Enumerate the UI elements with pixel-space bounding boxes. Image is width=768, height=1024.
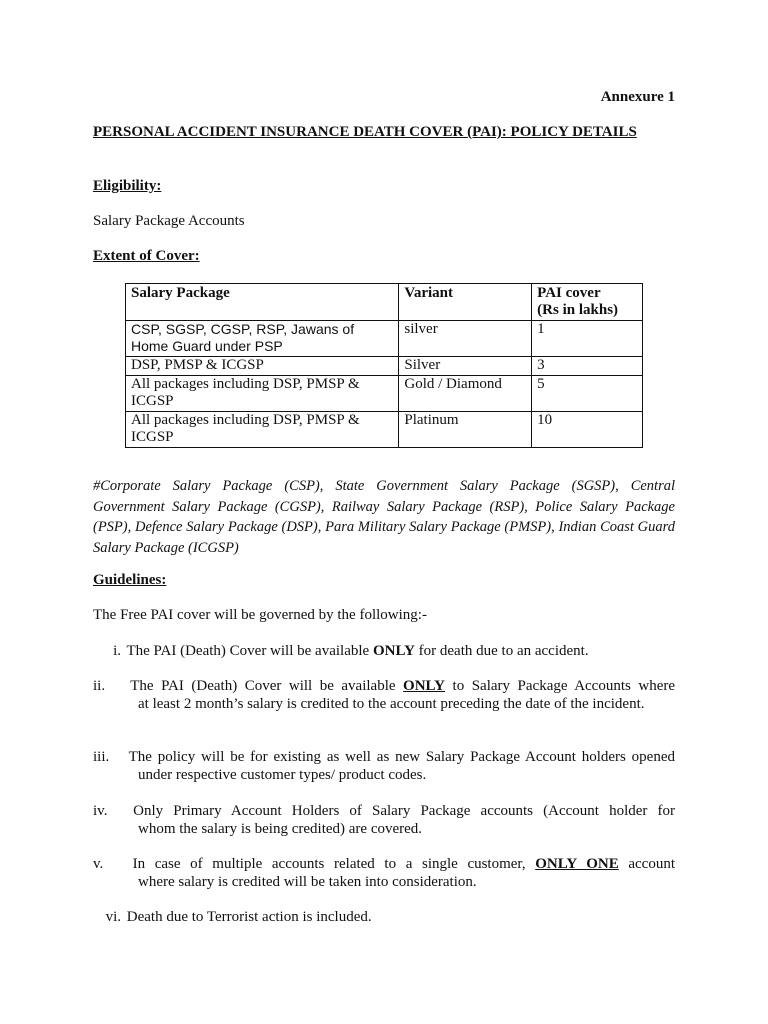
item-continuation: where salary is credited will be taken into consideration. — [138, 874, 477, 890]
table-row — [126, 412, 643, 448]
cell-package: DSP, PMSP & ICGSP — [126, 357, 399, 376]
abbreviation-footnote: #Corporate Salary Package (CSP), State Government Salary Package (SGSP), Central Government Salary Package (CGSP), Railway Salary Package (RSP), Police Salary Package (PSP), Defence Salary Package (DSP), Para Military Salary Package (PMSP), Indian Coast Guard Salary Package (ICGSP) — [93, 478, 675, 556]
table-header-row — [126, 284, 643, 321]
cell-cover: 10 — [532, 412, 643, 448]
header-pai-cover — [532, 284, 643, 321]
item-text: The PAI (Death) Cover will be available — [126, 643, 373, 659]
item-text: The policy will be for existing as well as new Salary Package Account holders opened — [128, 749, 675, 765]
item-continuation: whom the salary is being credited) are covered. — [138, 821, 423, 837]
table-row — [126, 321, 643, 357]
eligibility-text: Salary Package Accounts — [93, 213, 245, 229]
cell-variant: Platinum — [399, 412, 532, 448]
header-pai-cover-label: PAI cover — [537, 285, 601, 301]
cell-variant: Silver — [399, 357, 532, 376]
item-text-end: account — [618, 856, 675, 872]
item-continuation: at least 2 month’s salary is credited to the account preceding the date of the incident. — [138, 696, 645, 712]
item-text: Death due to Terrorist action is included. — [126, 909, 372, 925]
table-row — [126, 357, 643, 376]
item-emphasis: ONLY ONE — [535, 856, 619, 872]
guideline-item — [93, 908, 675, 926]
cell-cover: 3 — [532, 357, 643, 376]
item-emphasis: ONLY — [403, 678, 446, 694]
cell-package: CSP, SGSP, CGSP, RSP, Jawans of Home Guard under PSP — [126, 321, 399, 357]
item-continuation: under respective customer types/ product codes. — [138, 767, 427, 783]
eligibility-heading: Eligibility: — [93, 178, 162, 194]
cell-package: All packages including DSP, PMSP & ICGSP — [126, 376, 399, 412]
header-variant: Variant — [399, 284, 532, 321]
guideline-item — [93, 642, 675, 660]
guideline-item — [93, 677, 675, 713]
cell-variant: Gold / Diamond — [399, 376, 532, 412]
guidelines-heading: Guidelines: — [93, 572, 167, 588]
annexure-label: Annexure 1 — [600, 89, 675, 105]
item-number: ii. — [93, 678, 106, 694]
cell-package: All packages including DSP, PMSP & ICGSP — [126, 412, 399, 448]
item-number: vi. — [105, 909, 121, 925]
guidelines-intro: The Free PAI cover will be governed by the following:- — [93, 607, 427, 623]
item-number: iii. — [93, 749, 110, 765]
cover-table — [125, 283, 643, 448]
item-text-end: to Salary Package Accounts where — [445, 678, 676, 694]
item-number: iv. — [93, 803, 108, 819]
item-text: The PAI (Death) Cover will be available — [130, 678, 404, 694]
header-salary-package: Salary Package — [126, 284, 399, 321]
guideline-item — [93, 802, 675, 838]
item-text: In case of multiple accounts related to a single customer, — [132, 856, 536, 872]
item-emphasis: ONLY — [372, 643, 415, 659]
item-text-end: for death due to an accident. — [414, 643, 589, 659]
extent-heading: Extent of Cover: — [93, 248, 200, 264]
cell-cover: 5 — [532, 376, 643, 412]
guideline-item — [93, 748, 675, 784]
document-title: PERSONAL ACCIDENT INSURANCE DEATH COVER (PAI): POLICY DETAILS — [93, 124, 637, 140]
item-number: v. — [93, 856, 104, 872]
cell-variant: silver — [399, 321, 532, 357]
item-number: i. — [113, 643, 121, 659]
table-row — [126, 376, 643, 412]
item-text: Only Primary Account Holders of Salary Package accounts (Account holder for — [133, 803, 675, 819]
cell-cover: 1 — [532, 321, 643, 357]
header-pai-cover-unit: (Rs in lakhs) — [537, 302, 619, 318]
guideline-item — [93, 855, 675, 891]
